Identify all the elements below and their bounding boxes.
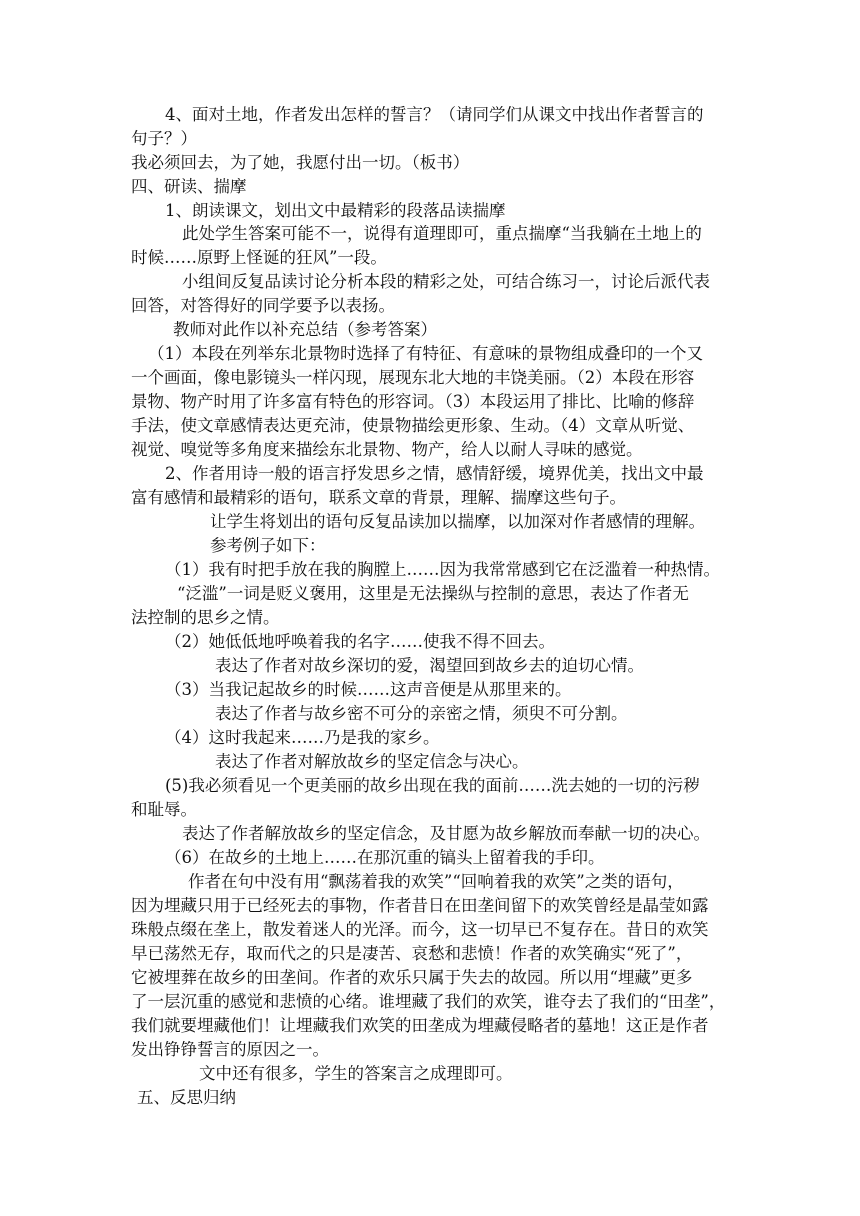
text-line: 时候……原野上怪诞的狂风”一段。 <box>131 248 387 267</box>
text-line: 景物、物产时用了许多富有特色的形容词。（3）本段运用了排比、比喻的修辞 <box>131 392 695 411</box>
text-line: 表达了作者与故乡密不可分的亲密之情，须臾不可分割。 <box>215 704 628 723</box>
text-line: 表达了作者对解放故乡的坚定信念与决心。 <box>215 752 529 771</box>
text-line: 一个画面，像电影镜头一样闪现，展现东北大地的丰饶美丽。（2）本段在形容 <box>131 368 695 387</box>
text-line: 文中还有很多，学生的答案言之成理即可。 <box>199 1064 513 1083</box>
text-line: 教师对此作以补充总结（参考答案） <box>173 320 437 339</box>
text-line: （3）当我记起故乡的时候……这声音便是从那里来的。 <box>165 680 572 699</box>
text-line: 了一层沉重的感觉和悲愤的心绪。谁埋藏了我们的欢笑，谁夺去了我们的“田垄”， <box>131 992 726 1011</box>
text-line: 让学生将划出的语句反复品读加以揣摩，以加深对作者感情的理解。 <box>210 512 705 531</box>
text-line: 手法，使文章感情表达更充沛，使景物描绘更形象、生动。（4）文章从听觉、 <box>131 416 695 435</box>
text-line: 珠般点缀在垄上，散发着迷人的光泽。而今，这一切早已不复存在。昔日的欢笑 <box>131 920 709 939</box>
text-line: 回答，对答得好的同学要予以表扬。 <box>131 296 395 315</box>
text-line: 1、朗读课文，划出文中最精彩的段落品读揣摩 <box>165 201 506 220</box>
text-line: （1）本段在列举东北景物时选择了有特征、有意味的景物组成叠印的一个又 <box>148 344 703 363</box>
text-line: 句子？） <box>131 129 197 148</box>
text-line: 小组间反复品读讨论分析本段的精彩之处，可结合练习一，讨论后派代表 <box>182 272 710 291</box>
text-line: 因为埋藏只用于已经死去的事物，作者昔日在田垄间留下的欢笑曾经是晶莹如露 <box>131 896 709 915</box>
text-line: “泛滥”一词是贬义褒用，这里是无法操纵与控制的意思，表达了作者无 <box>177 584 689 603</box>
text-line: 2、作者用诗一般的语言抒发思乡之情，感情舒缓，境界优美，找出文中最 <box>165 464 704 483</box>
text-line: 参考例子如下： <box>210 536 326 555</box>
text-line: (5)我必须看见一个更美丽的故乡出现在我的面前……洗去她的一切的污秽 <box>165 776 700 795</box>
text-line: 作者在句中没有用“飘荡着我的欢笑”“回响着我的欢笑”之类的语句， <box>188 872 684 891</box>
text-line: 和耻辱。 <box>131 800 197 819</box>
text-line: 我必须回去，为了她，我愿付出一切。（板书） <box>131 153 470 172</box>
section-heading: 五、反思归纳 <box>137 1088 236 1107</box>
text-line: （1）我有时把手放在我的胸膛上……因为我常常感到它在泛滥着一种热情。 <box>165 560 720 579</box>
text-line: 4、面对土地，作者发出怎样的誓言？（请同学们从课文中找出作者誓言的 <box>165 105 704 124</box>
text-line: （4）这时我起来……乃是我的家乡。 <box>165 728 440 747</box>
text-line: （6）在故乡的土地上……在那沉重的镐头上留着我的手印。 <box>165 848 605 867</box>
text-line: 此处学生答案可能不一，说得有道理即可，重点揣摩“当我躺在土地上的 <box>182 224 702 243</box>
text-line: 它被埋葬在故乡的田垄间。作者的欢乐只属于失去的故园。所以用“埋藏”更多 <box>131 968 693 987</box>
text-line: 表达了作者解放故乡的坚定信念，及甘愿为故乡解放而奉献一切的决心。 <box>182 824 710 843</box>
section-heading: 四、研读、揣摩 <box>131 177 247 196</box>
text-line: 法控制的思乡之情。 <box>131 608 280 627</box>
text-line: 富有感情和最精彩的语句，联系文章的背景，理解、揣摩这些句子。 <box>131 488 626 507</box>
text-line: 视觉、嗅觉等多角度来描绘东北景物、物产，给人以耐人寻味的感觉。 <box>131 440 643 459</box>
text-line: 我们就要埋藏他们！让埋藏我们欢笑的田垄成为埋藏侵略者的墓地！这正是作者 <box>131 1016 709 1035</box>
text-line: 发出铮铮誓言的原因之一。 <box>131 1040 329 1059</box>
text-line: 早已荡然无存，取而代之的只是凄苦、哀愁和悲愤！作者的欢笑确实“死了”， <box>131 944 693 963</box>
text-line: （2）她低低地呼唤着我的名字……使我不得不回去。 <box>165 632 555 651</box>
text-line: 表达了作者对故乡深切的爱，渴望回到故乡去的迫切心情。 <box>215 656 644 675</box>
